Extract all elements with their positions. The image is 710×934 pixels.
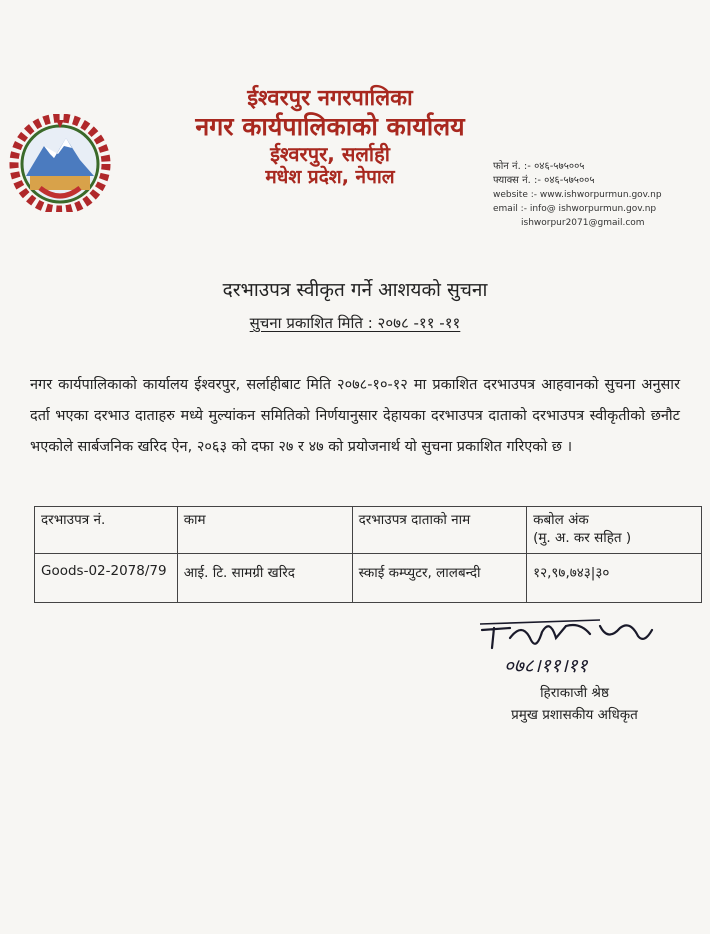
notice-body: नगर कार्यपालिकाको कार्यालय ईश्वरपुर, सर्लाहीबाट मिति २०७८-१०-१२ मा प्रकाशित दरभाउपत्र आहवानको सुचना अनुसार दर्ता भएका दरभाउ दाताहरु मध्ये मुल्यांकन समितिको निर्णयानुसार देहायका दरभाउपत्र दाताको दरभाउपत्र स्वीकृतीको छनौट भएकोले सार्बजनिक खरिद ऐन, २०६३ को दफा २७ र ४७ को प्रयोजनार्थ यो सुचना प्रकाशित गरिएको छ । [30, 377, 680, 455]
bid-table [34, 506, 702, 603]
office-header [150, 86, 510, 189]
table-row [35, 554, 702, 603]
col-header-amount-note: (मु. अ. कर सहित ) [533, 530, 632, 546]
col-header-amount [527, 507, 702, 554]
cell-bid-no: Goods-02-2078/79 [35, 554, 178, 603]
handwritten-signature [470, 608, 670, 680]
province-name: मधेश प्रदेश, नेपाल [265, 166, 395, 189]
cell-amount: १२,९७,७४३|३० [527, 554, 702, 603]
col-header-bidder: दरभाउपत्र दाताको नाम [352, 507, 526, 554]
col-header-amount-label: कबोल अंक [533, 512, 589, 528]
notice-title: दरभाउपत्र स्वीकृत गर्ने आशयको सुचना [222, 279, 488, 301]
cell-work: आई. टि. सामग्री खरिद [177, 554, 352, 603]
col-header-work: काम [177, 507, 352, 554]
published-date [0, 313, 710, 333]
signatory-block [492, 682, 657, 726]
fax-number: फ्याक्स नं. :- ०४६-५७५००५ [493, 175, 595, 186]
phone-number: फोन नं. :- ०४६-५७५००५ [493, 161, 585, 172]
office-name: नगर कार्यपालिकाको कार्यालय [195, 112, 465, 142]
email-address: email :- info@ ishworpurmun.gov.np [493, 204, 657, 214]
table-header-row [35, 507, 702, 554]
nepal-emblem-icon [4, 114, 116, 212]
office-location: ईश्वरपुर, सर्लाही [270, 142, 390, 167]
published-date-text: सुचना प्रकाशित मिति : २०७८ -११ -११ [249, 314, 461, 332]
contact-block [493, 160, 662, 230]
signatory-designation: प्रमुख प्रशासकीय अधिकृत [511, 707, 638, 723]
website-link: website :- www.ishworpurmun.gov.np [493, 190, 662, 200]
email-address-alt: ishworpur2071@gmail.com [521, 218, 645, 228]
cell-bidder: स्काई कम्प्युटर, लालबन्दी [352, 554, 526, 603]
col-header-bid-no: दरभाउपत्र नं. [35, 507, 178, 554]
handwritten-date: ०७८।११।११ [504, 655, 588, 677]
signatory-name: हिराकाजी श्रेष्ठ [540, 685, 609, 701]
municipality-name: ईश्वरपुर नगरपालिका [247, 86, 413, 111]
